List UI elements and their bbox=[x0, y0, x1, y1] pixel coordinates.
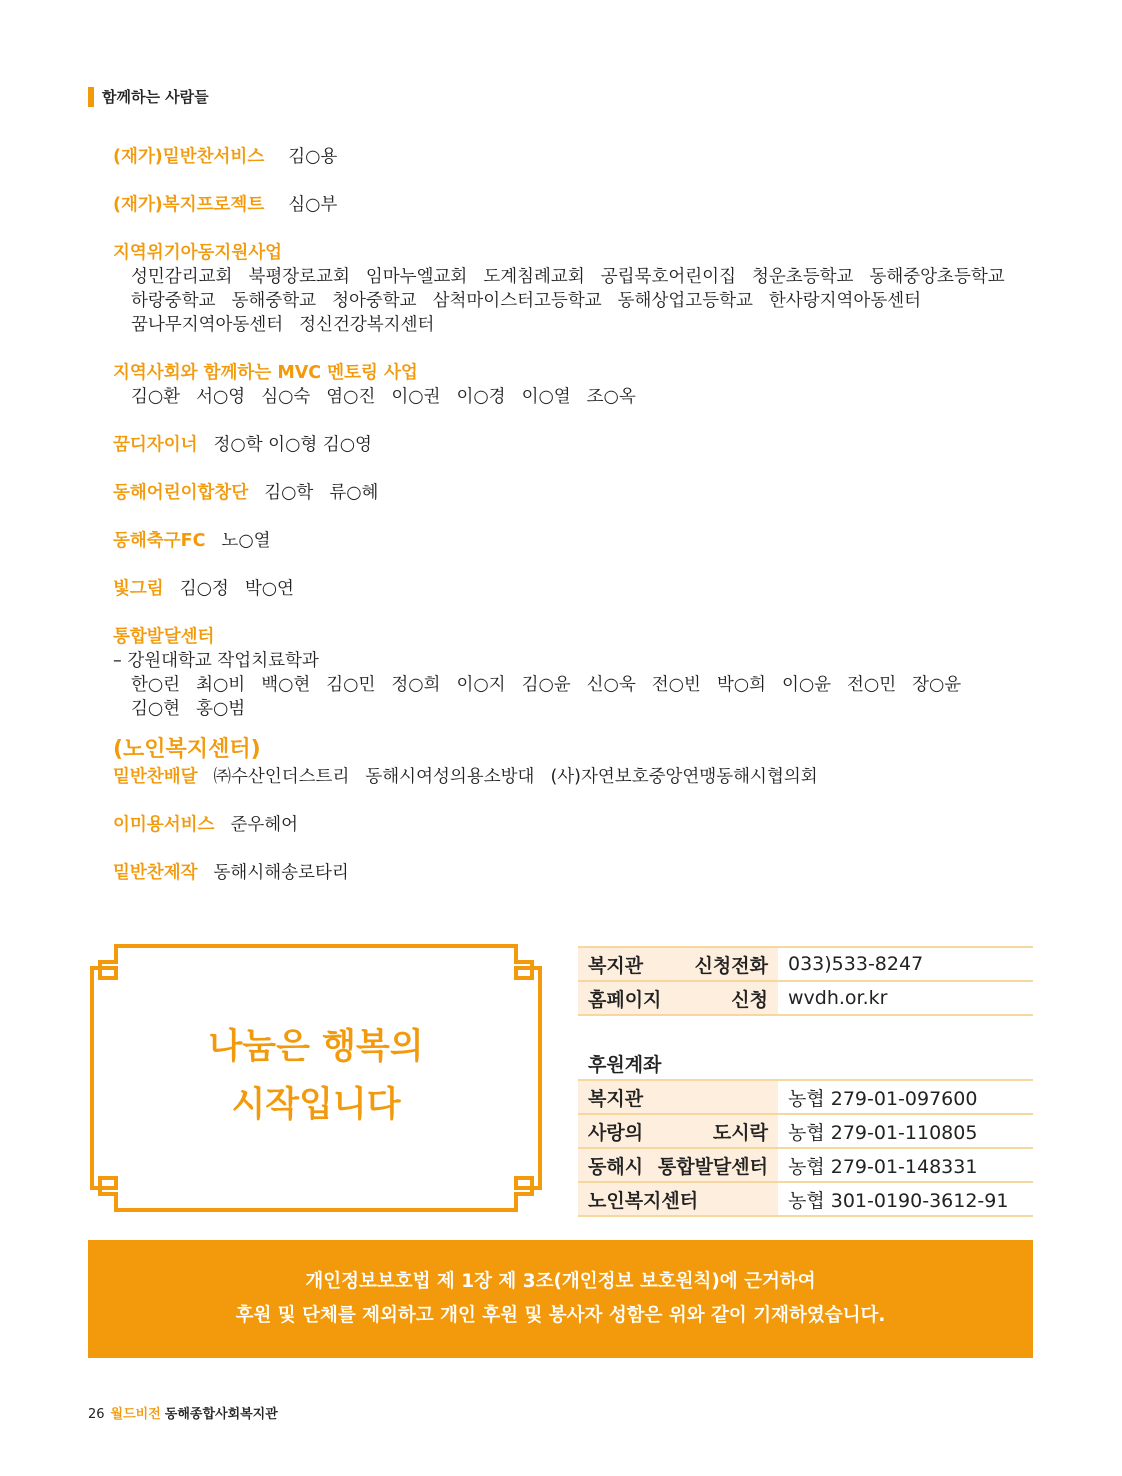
account-value: 농협 279-01-148331 bbox=[778, 1148, 1033, 1182]
entry-names: 정○학 이○형 김○영 bbox=[213, 435, 372, 455]
org-name: 동해중학교 bbox=[231, 291, 317, 311]
names-line bbox=[113, 265, 1073, 289]
person-name: 전○빈 bbox=[651, 675, 701, 695]
person-name: 전○민 bbox=[847, 675, 897, 695]
volunteer-list bbox=[113, 145, 1073, 909]
slogan-line-1: 나눔은 행복의 bbox=[208, 1027, 424, 1067]
homepage-value[interactable]: wvdh.or.kr bbox=[778, 981, 1033, 1015]
entry-names: 심○부 bbox=[288, 195, 338, 215]
entry-s7 bbox=[113, 529, 1073, 553]
person-name: 류○혜 bbox=[329, 483, 379, 503]
entry-elder-r1 bbox=[113, 765, 1073, 789]
phone-label: 복지관 신청전화 bbox=[578, 947, 778, 981]
names-line bbox=[113, 289, 1073, 313]
org-name: (사)자연보호중앙연맹동해시협의회 bbox=[550, 767, 818, 787]
entry-label: 지역사회와 함께하는 MVC 멘토링 사업 bbox=[113, 363, 418, 383]
person-name: 김○정 bbox=[179, 579, 229, 599]
notice-line-1: 개인정보보호법 제 1장 제 3조(개인정보 보호원칙)에 근거하여 bbox=[305, 1271, 816, 1292]
org-name: 임마누엘교회 bbox=[365, 267, 468, 287]
entry-names: 노○열 bbox=[221, 531, 271, 551]
org-name: 꿈나무지역아동센터 bbox=[131, 315, 284, 335]
accounts-heading: 후원계좌 bbox=[588, 1054, 662, 1076]
person-name: 이○경 bbox=[456, 387, 506, 407]
table-row bbox=[578, 947, 1033, 981]
table-row bbox=[578, 1182, 1033, 1216]
person-name: 박○연 bbox=[244, 579, 294, 599]
org-name: ㈜수산인더스트리 bbox=[213, 767, 350, 787]
person-name: 장○윤 bbox=[912, 675, 962, 695]
entry-elder-r2 bbox=[113, 813, 1073, 837]
person-name: 이○지 bbox=[456, 675, 506, 695]
person-name: 신○욱 bbox=[586, 675, 636, 695]
org-name: 한사랑지역아동센터 bbox=[768, 291, 922, 311]
entry-label: 이미용서비스 bbox=[113, 815, 215, 835]
entry-s2 bbox=[113, 193, 1073, 217]
table-row bbox=[578, 1114, 1033, 1148]
org-name: 정신건강복지센터 bbox=[299, 315, 435, 335]
phone-value: 033)533-8247 bbox=[778, 947, 1033, 981]
person-name: 홍○범 bbox=[196, 699, 246, 719]
slogan-line-2: 시작입니다 bbox=[231, 1085, 401, 1125]
entry-s5 bbox=[113, 433, 1073, 457]
person-name: 박○희 bbox=[716, 675, 766, 695]
account-label: 사랑의 도시락 bbox=[578, 1114, 778, 1148]
person-name: 최○비 bbox=[196, 675, 246, 695]
person-name: 조○옥 bbox=[586, 387, 636, 407]
org-name: 공립묵호어린이집 bbox=[600, 267, 736, 287]
org-name: 동해시여성의용소방대 bbox=[365, 767, 535, 787]
page-footer bbox=[88, 1403, 278, 1422]
entry-s4 bbox=[113, 361, 1073, 409]
account-label: 동해시 통합발달센터 bbox=[578, 1148, 778, 1182]
names-line bbox=[113, 673, 1073, 697]
person-name: 이○권 bbox=[391, 387, 441, 407]
entry-elder-r3 bbox=[113, 861, 1073, 885]
person-name: 백○현 bbox=[261, 675, 311, 695]
person-name: 김○환 bbox=[131, 387, 181, 407]
org-name: 하랑중학교 bbox=[131, 291, 216, 311]
entry-label: 동해어린이합창단 bbox=[113, 483, 249, 503]
person-name: 이○열 bbox=[521, 387, 571, 407]
footer-brand: 월드비전 bbox=[110, 1407, 161, 1422]
page-title: 함께하는 사람들 bbox=[102, 88, 209, 106]
entry-label: 지역위기아동지원사업 bbox=[113, 243, 283, 263]
entry-s8 bbox=[113, 577, 1073, 601]
account-value: 농협 279-01-097600 bbox=[778, 1080, 1033, 1114]
table-row bbox=[578, 981, 1033, 1015]
page-number: 26 bbox=[88, 1407, 105, 1422]
table-row bbox=[578, 1080, 1033, 1114]
entry-names: 준우헤어 bbox=[230, 815, 299, 835]
names-line bbox=[113, 697, 1073, 721]
account-label: 노인복지센터 bbox=[578, 1182, 778, 1216]
entry-s9 bbox=[113, 625, 1073, 721]
accounts-table bbox=[578, 1079, 1033, 1217]
entry-label: 동해축구FC bbox=[113, 531, 206, 551]
person-name: 염○진 bbox=[326, 387, 376, 407]
notice-line-2: 후원 및 단체를 제외하고 개인 후원 및 봉사자 성함은 위와 같이 기재하였습니다. bbox=[235, 1305, 886, 1326]
org-name: 청아중학교 bbox=[332, 291, 417, 311]
person-name: 심○숙 bbox=[261, 387, 311, 407]
entry-s3 bbox=[113, 241, 1073, 337]
slogan bbox=[88, 1018, 544, 1134]
org-name: 청운초등학교 bbox=[752, 267, 854, 287]
person-name: 서○영 bbox=[196, 387, 246, 407]
header-accent-bar bbox=[88, 87, 94, 107]
entry-label: 통합발달센터 bbox=[113, 627, 215, 647]
entry-label: (재가)복지프로젝트 bbox=[113, 195, 265, 215]
entry-names: 동해시해송로타리 bbox=[213, 863, 349, 883]
entry-names: 김○용 bbox=[288, 147, 338, 167]
person-name: 김○학 bbox=[264, 483, 314, 503]
person-name: 김○민 bbox=[326, 675, 376, 695]
org-name: 삼척마이스터고등학교 bbox=[432, 291, 602, 311]
footer-org: 동해종합사회복지관 bbox=[164, 1407, 278, 1422]
org-name: 성민감리교회 bbox=[131, 267, 233, 287]
org-name: 도계침례교회 bbox=[483, 267, 585, 287]
org-name: 동해중앙초등학교 bbox=[869, 267, 1005, 287]
entry-s6 bbox=[113, 481, 1073, 505]
entry-s1 bbox=[113, 145, 1073, 169]
entry-label: 밑반찬제작 bbox=[113, 863, 198, 883]
elder-center-title: (노인복지센터) bbox=[113, 737, 261, 762]
contact-table bbox=[578, 946, 1033, 1016]
org-name: 북평장로교회 bbox=[248, 267, 350, 287]
account-label: 복지관 bbox=[578, 1080, 778, 1114]
dept-line: – 강원대학교 작업치료학과 bbox=[113, 651, 319, 671]
entry-label: 밑반찬배달 bbox=[113, 767, 198, 787]
entry-label: (재가)밑반찬서비스 bbox=[113, 147, 265, 167]
privacy-notice bbox=[88, 1240, 1033, 1358]
entry-label: 빛그림 bbox=[113, 579, 164, 599]
person-name: 정○희 bbox=[391, 675, 441, 695]
account-value: 농협 279-01-110805 bbox=[778, 1114, 1033, 1148]
account-value: 농협 301-0190-3612-91 bbox=[778, 1182, 1033, 1216]
entry-label: 꿈디자이너 bbox=[113, 435, 198, 455]
person-name: 한○린 bbox=[131, 675, 181, 695]
person-name: 김○현 bbox=[131, 699, 181, 719]
person-name: 이○윤 bbox=[781, 675, 832, 695]
homepage-label: 홈페이지 신청 bbox=[578, 981, 778, 1015]
table-row bbox=[578, 1148, 1033, 1182]
names-line bbox=[113, 313, 1073, 337]
names-line bbox=[113, 385, 1073, 409]
person-name: 김○윤 bbox=[521, 675, 571, 695]
section-header bbox=[88, 86, 209, 107]
org-name: 동해상업고등학교 bbox=[617, 291, 753, 311]
